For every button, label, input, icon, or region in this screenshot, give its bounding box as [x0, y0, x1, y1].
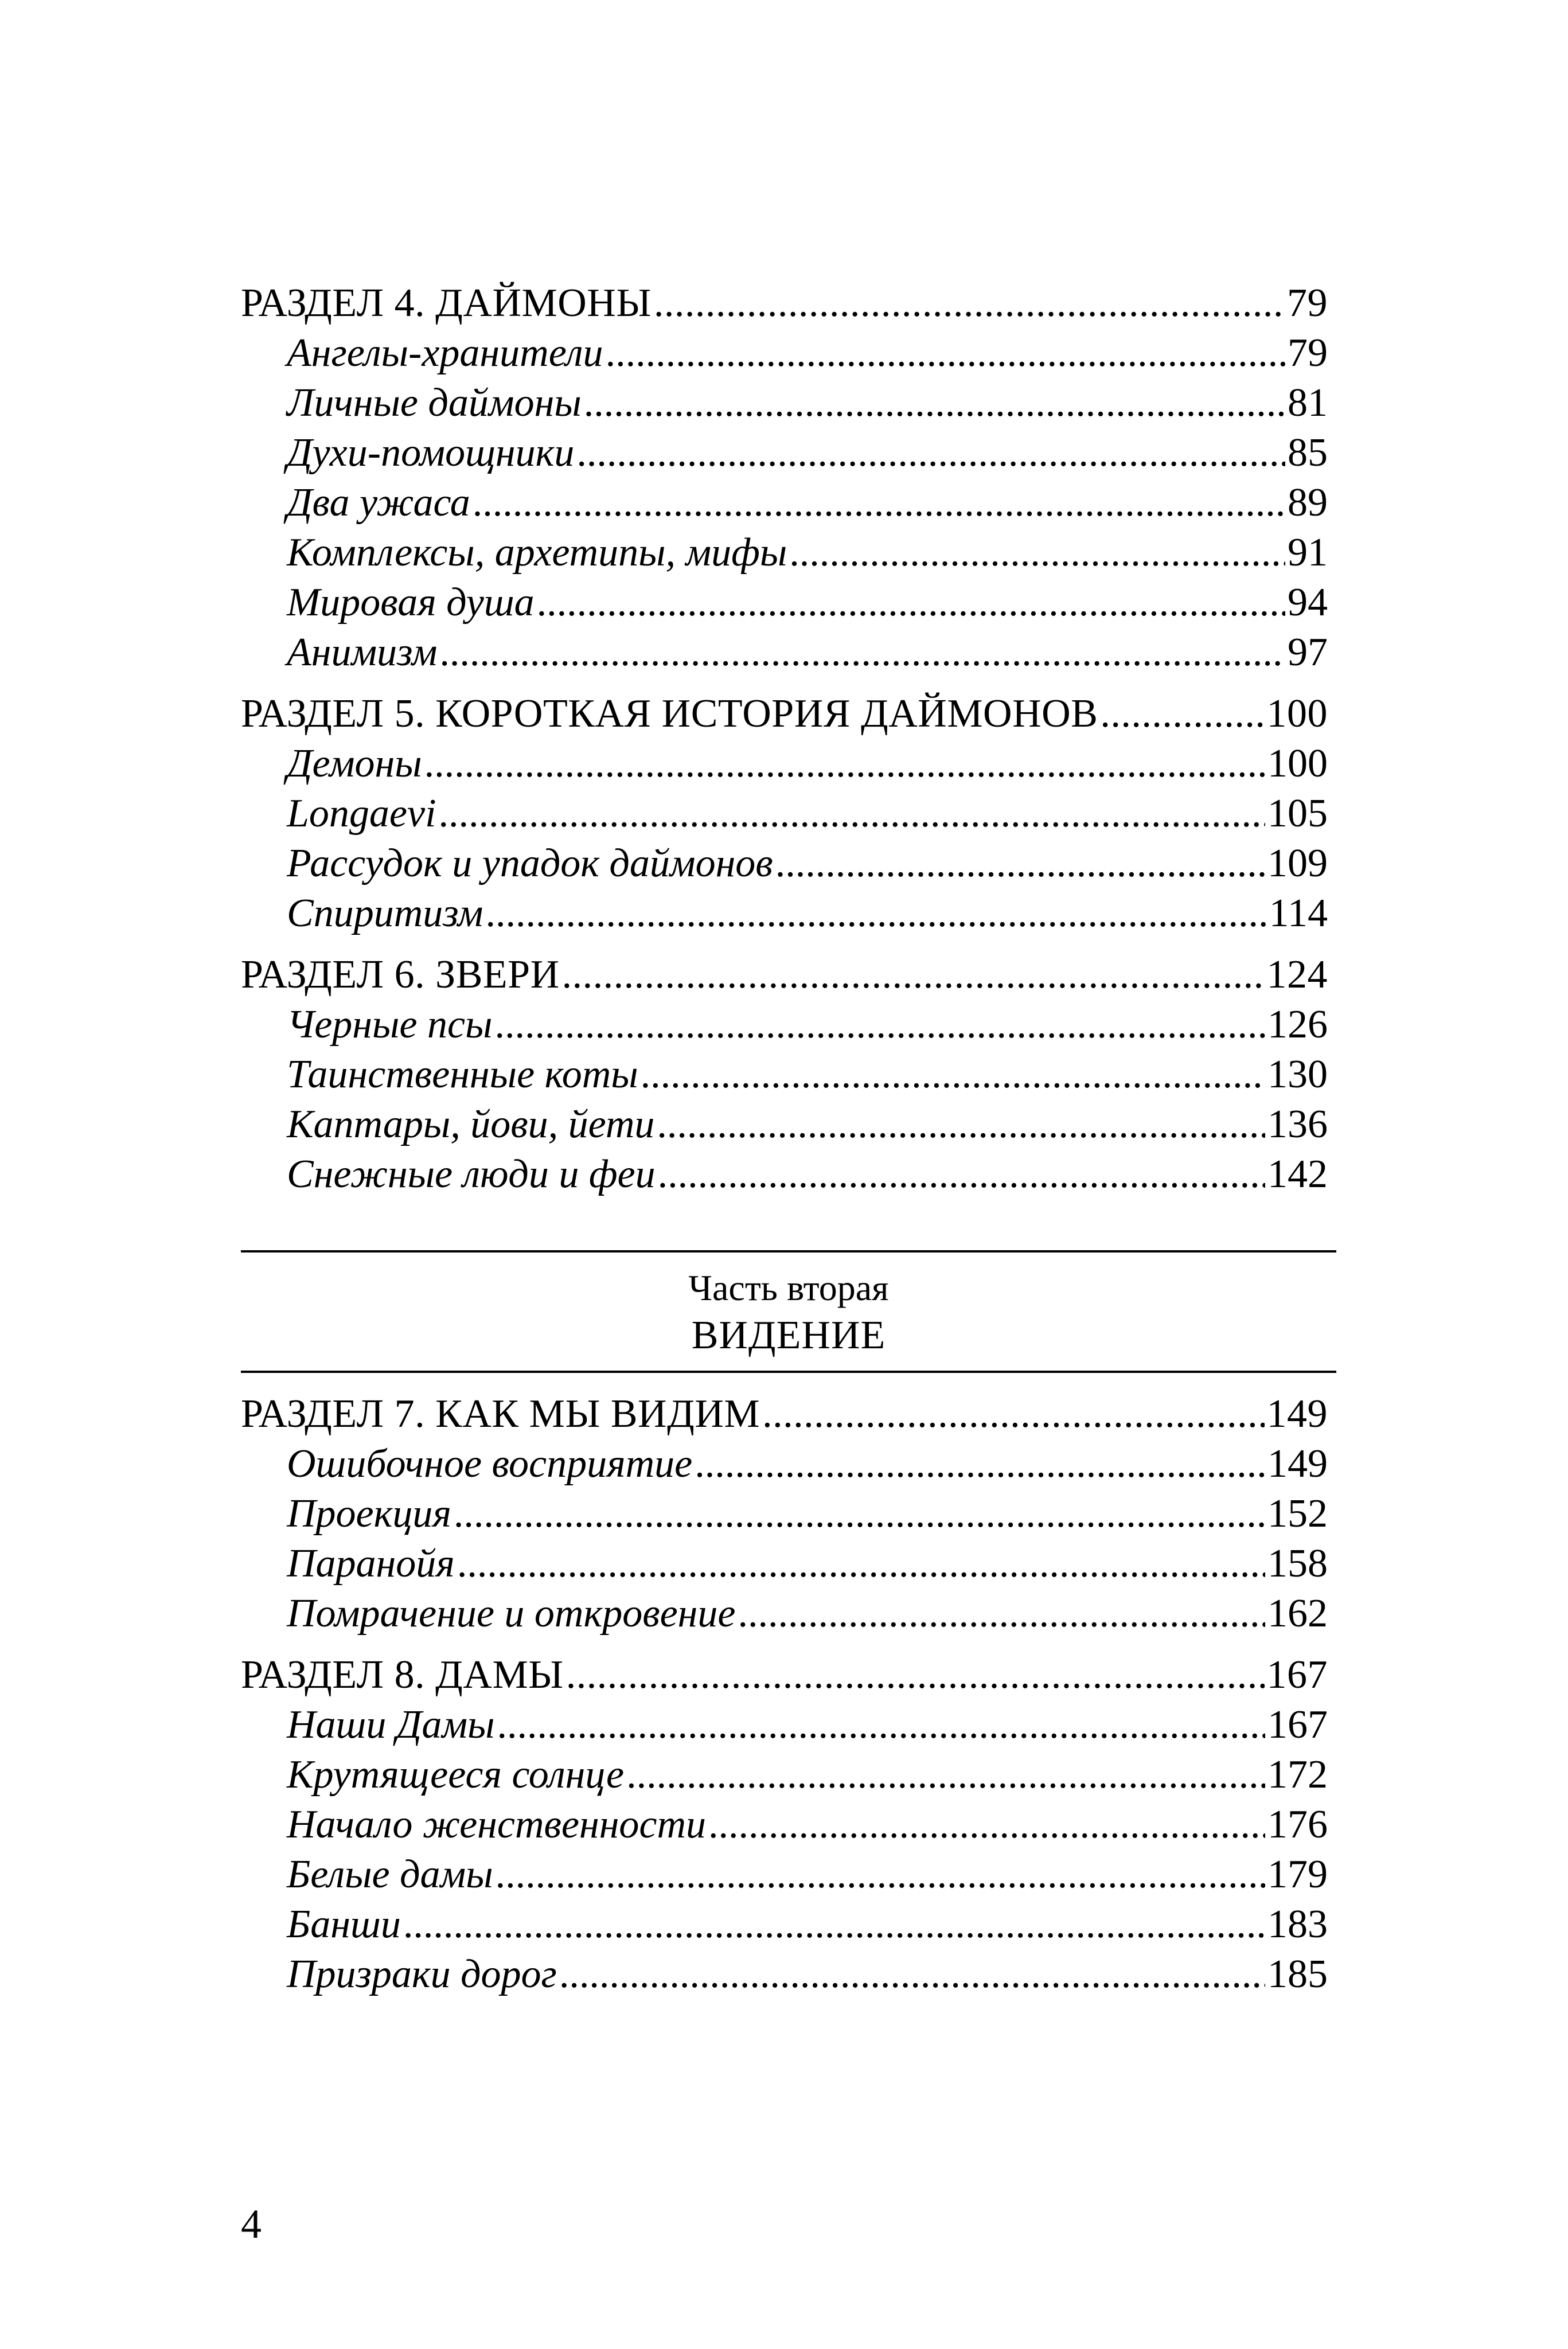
toc-entry-page: 176 [1267, 1802, 1328, 1847]
toc-entry-page: 142 [1267, 1152, 1328, 1196]
section-spacer [241, 1638, 1328, 1650]
dot-leader [439, 789, 1265, 838]
toc-entry-page: 179 [1267, 1852, 1328, 1897]
toc-subsection-entry [241, 1489, 1328, 1539]
section-spacer [241, 677, 1328, 689]
toc-entry-title: Банши [287, 1902, 401, 1946]
dot-leader [485, 888, 1266, 938]
dot-leader [606, 328, 1285, 378]
toc-entry-title: Таинственные коты [287, 1052, 638, 1097]
toc-subsection-entry [241, 1049, 1328, 1099]
part-label: Часть вторая [688, 1267, 889, 1308]
dot-leader [738, 1589, 1265, 1638]
dot-leader [566, 1650, 1265, 1700]
toc-entry-title: Мировая душа [287, 580, 535, 625]
toc-entry-title: Призраки дорог [287, 1952, 557, 1996]
toc-entry-title: Духи-помощники [287, 431, 575, 475]
toc-subsection-entry [241, 1700, 1328, 1750]
toc-entry-page: 81 [1288, 381, 1328, 425]
toc-entry-title: Крутящееся солнце [287, 1753, 625, 1797]
toc-subsection-entry [241, 1589, 1328, 1638]
dot-leader [537, 578, 1285, 627]
toc-entry-title: РАЗДЕЛ 4. ДАЙМОНЫ [241, 281, 652, 325]
toc-subsection-entry [241, 328, 1328, 378]
toc-entry-title: Рассудок и упадок даймонов [287, 841, 773, 885]
toc-entry-title: Спиритизм [287, 891, 483, 935]
dot-leader [1100, 689, 1264, 739]
toc-entry-title: Анимизм [287, 630, 438, 674]
toc-subsection-entry [241, 1000, 1328, 1049]
toc-entry-page: 162 [1267, 1591, 1328, 1636]
toc-entry-page: 97 [1288, 630, 1328, 674]
toc-entry-title: Ангелы-хранители [287, 331, 603, 375]
toc-entry-page: 149 [1267, 1442, 1328, 1486]
toc-entry-title: Белые дамы [287, 1852, 493, 1897]
toc-entry-title: Проекция [287, 1492, 451, 1536]
dot-leader [576, 428, 1285, 478]
toc-entry-title: Паранойя [287, 1542, 455, 1586]
toc-entry-title: РАЗДЕЛ 8. ДАМЫ [241, 1653, 564, 1697]
dot-leader [494, 1000, 1265, 1049]
toc-entry-page: 100 [1266, 692, 1328, 736]
dot-leader [658, 1149, 1265, 1199]
toc-entry-page: 158 [1267, 1542, 1328, 1586]
toc-entry-page: 130 [1267, 1052, 1328, 1097]
toc-entry-page: 91 [1288, 530, 1328, 575]
toc-entry-title: Черные псы [287, 1002, 493, 1047]
toc-entry-title: Longaevi [287, 791, 436, 836]
toc-entry-title: Начало женственности [287, 1802, 707, 1847]
page-number: 4 [241, 2201, 262, 2247]
toc-section-entry [241, 1389, 1328, 1439]
toc-entry-title: Личные даймоны [287, 381, 582, 425]
dot-leader [559, 1949, 1265, 1999]
toc-entry-page: 79 [1288, 331, 1328, 375]
dot-leader [762, 1389, 1264, 1439]
toc-subsection-entry [241, 1439, 1328, 1489]
toc-entry-page: 149 [1266, 1392, 1328, 1436]
dot-leader [641, 1049, 1265, 1099]
toc-section-entry [241, 1650, 1328, 1700]
toc-entry-title: Каптары, йови, йети [287, 1102, 655, 1146]
toc-entry-title: Наши Дамы [287, 1703, 495, 1747]
toc-entry-title: РАЗДЕЛ 7. КАК МЫ ВИДИМ [241, 1392, 760, 1436]
toc-entry-title: Комплексы, архетипы, мифы [287, 530, 787, 575]
dot-leader [654, 278, 1285, 328]
toc-entry-page: 105 [1267, 791, 1328, 836]
toc-subsection-entry [241, 1899, 1328, 1949]
dot-leader [457, 1539, 1265, 1589]
dot-leader [695, 1439, 1265, 1489]
toc-section-entry [241, 950, 1328, 1000]
toc-subsection-entry [241, 478, 1328, 528]
part-title: ВИДЕНИЕ [691, 1313, 886, 1357]
toc-section-entry [241, 278, 1328, 328]
toc-entry-page: 79 [1287, 281, 1328, 325]
toc-subsection-entry [241, 1099, 1328, 1149]
toc-entry-page: 152 [1267, 1492, 1328, 1536]
toc-entry-page: 185 [1267, 1952, 1328, 1996]
toc-subsection-entry [241, 627, 1328, 677]
toc-subsection-entry [241, 1849, 1328, 1899]
toc-section-entry [241, 689, 1328, 739]
dot-leader [657, 1099, 1265, 1149]
toc-subsection-entry [241, 838, 1328, 888]
toc-subsection-entry [241, 1539, 1328, 1589]
toc-list-part-two [241, 1389, 1328, 1999]
dot-leader [789, 528, 1285, 578]
dot-leader [424, 739, 1265, 789]
toc-entry-page: 114 [1269, 891, 1328, 935]
toc-entry-title: Снежные люди и феи [287, 1152, 656, 1196]
dot-leader [775, 838, 1265, 888]
dot-leader [626, 1750, 1265, 1800]
toc-subsection-entry [241, 1800, 1328, 1849]
top-divider-rule [241, 1250, 1336, 1252]
toc-subsection-entry [241, 888, 1328, 938]
toc-subsection-entry [241, 378, 1328, 428]
toc-subsection-entry [241, 1750, 1328, 1800]
toc-entry-page: 126 [1267, 1002, 1328, 1047]
section-spacer [241, 938, 1328, 950]
toc-entry-page: 94 [1288, 580, 1328, 625]
toc-list-part-one [241, 278, 1328, 1199]
toc-entry-page: 124 [1266, 953, 1328, 997]
toc-entry-page: 85 [1288, 431, 1328, 475]
part-heading-block [241, 1250, 1336, 1373]
toc-entry-page: 89 [1288, 481, 1328, 525]
bottom-divider-rule [241, 1371, 1336, 1373]
toc-entry-page: 136 [1267, 1102, 1328, 1146]
dot-leader [439, 627, 1285, 677]
toc-entry-page: 167 [1267, 1703, 1328, 1747]
toc-subsection-entry [241, 1949, 1328, 1999]
toc-entry-title: Ошибочное восприятие [287, 1442, 693, 1486]
toc-subsection-entry [241, 789, 1328, 838]
toc-entry-page: 172 [1267, 1753, 1328, 1797]
toc-subsection-entry [241, 528, 1328, 578]
toc-entry-page: 100 [1267, 742, 1328, 786]
dot-leader [708, 1800, 1265, 1849]
toc-entry-page: 183 [1267, 1902, 1328, 1946]
dot-leader [454, 1489, 1265, 1539]
dot-leader [497, 1700, 1265, 1750]
toc-entry-title: РАЗДЕЛ 5. КОРОТКАЯ ИСТОРИЯ ДАЙМОНОВ [241, 692, 1098, 736]
dot-leader [496, 1849, 1265, 1899]
toc-entry-page: 167 [1266, 1653, 1328, 1697]
toc-entry-title: РАЗДЕЛ 6. ЗВЕРИ [241, 953, 560, 997]
dot-leader [584, 378, 1285, 428]
toc-entry-title: Помрачение и откровение [287, 1591, 736, 1636]
toc-entry-title: Два ужаса [287, 481, 470, 525]
toc-entry-page: 109 [1267, 841, 1328, 885]
toc-subsection-entry [241, 428, 1328, 478]
dot-leader [473, 478, 1285, 528]
toc-subsection-entry [241, 739, 1328, 789]
dot-leader [562, 950, 1265, 1000]
toc-entry-title: Демоны [287, 742, 422, 786]
toc-subsection-entry [241, 578, 1328, 627]
dot-leader [403, 1899, 1265, 1949]
toc-subsection-entry [241, 1149, 1328, 1199]
